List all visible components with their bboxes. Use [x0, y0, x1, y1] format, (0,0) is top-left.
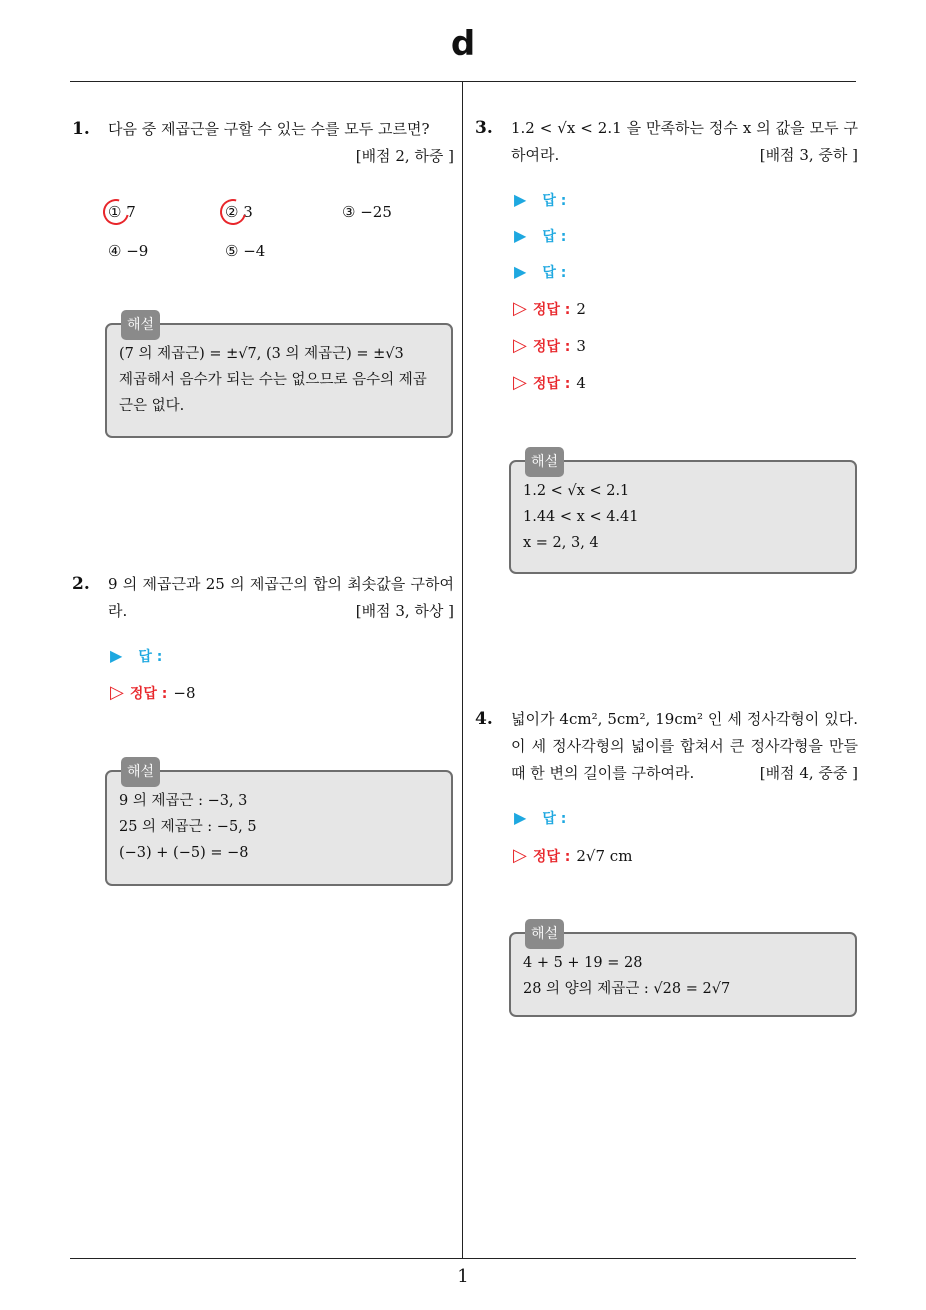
answer-line[interactable]: ▶ 답 : — [514, 808, 567, 827]
correct-answer-value: 2√7 cm — [576, 847, 633, 865]
score-label: [배점 3, 하상 ] — [355, 602, 454, 620]
correct-answer-line: ▷ 정답 : −8 — [110, 682, 196, 703]
play-triangle-icon: ▶ — [514, 808, 527, 827]
play-triangle-icon: ▶ — [110, 646, 123, 665]
page-number: 1 — [457, 1266, 469, 1287]
answer-line[interactable]: ▶ 답 : — [514, 262, 567, 281]
solution-line: 제곱해서 음수가 되는 수는 없으므로 음수의 제곱 — [119, 372, 427, 388]
solution-line: 9 의 제곱근 : −3, 3 — [119, 793, 248, 809]
choice-list — [108, 203, 448, 263]
correct-answer-line: ▷ 정답 : 2√7 cm — [513, 845, 633, 866]
column-divider — [462, 82, 463, 1258]
question-3 — [475, 115, 858, 169]
solution-line: 1.44 < x < 4.41 — [523, 509, 639, 525]
score-label: [배점 3, 중하 ] — [759, 146, 858, 164]
question-text: 넓이가 4cm², 5cm², 19cm² 인 세 정사각형이 있다. 이 세 정사각형의 넓이를 합쳐서 큰 정사각형을 만들 때 한 변의 길이를 구하여라. — [511, 710, 858, 782]
solution-line: 4 + 5 + 19 = 28 — [523, 955, 643, 971]
score-label: [배점 2, 하중 ] — [355, 147, 454, 165]
solution-tag: 해설 — [525, 447, 564, 477]
solution-box — [105, 317, 453, 438]
answer-line[interactable]: ▶ 답 : — [110, 646, 163, 665]
question-text: 다음 중 제곱근을 구할 수 있는 수를 모두 고르면? — [108, 120, 430, 138]
question-4 — [475, 706, 858, 787]
selected-circle-icon — [215, 194, 251, 230]
question-text: 1.2 < √x < 2.1 을 만족하는 정수 x 의 값을 모두 구하여라. — [511, 119, 858, 164]
choice-4[interactable]: ④ −9 — [108, 242, 149, 260]
solution-line: x = 2, 3, 4 — [523, 535, 599, 551]
play-triangle-icon: ▶ — [514, 262, 527, 281]
page-title: d — [450, 24, 476, 64]
correct-answer-value: 3 — [576, 337, 586, 355]
solution-line: 25 의 제곱근 : −5, 5 — [119, 819, 257, 835]
correct-answer-line: ▷ 정답 : 4 — [513, 372, 586, 393]
solution-line: 1.2 < √x < 2.1 — [523, 483, 630, 499]
solution-tag: 해설 — [121, 310, 160, 340]
solution-line: 근은 없다. — [119, 398, 185, 414]
question-number: 3. — [475, 118, 493, 138]
play-triangle-icon: ▶ — [514, 190, 527, 209]
question-number: 2. — [72, 574, 90, 594]
outline-triangle-icon: ▷ — [513, 845, 527, 866]
choice-2[interactable]: ② 3 — [225, 203, 253, 221]
outline-triangle-icon: ▷ — [513, 372, 527, 393]
solution-box — [509, 454, 857, 574]
correct-answer-value: 4 — [576, 374, 586, 392]
solution-line: 28 의 양의 제곱근 : √28 = 2√7 — [523, 981, 731, 997]
solution-box — [105, 764, 453, 886]
outline-triangle-icon: ▷ — [513, 298, 527, 319]
choice-5[interactable]: ⑤ −4 — [225, 242, 266, 260]
outline-triangle-icon: ▷ — [110, 682, 124, 703]
solution-line: (−3) + (−5) = −8 — [119, 845, 249, 861]
correct-answer-value: 2 — [576, 300, 586, 318]
solution-tag: 해설 — [121, 757, 160, 787]
question-2 — [72, 571, 454, 625]
correct-answer-line: ▷ 정답 : 2 — [513, 298, 586, 319]
question-number: 1. — [72, 119, 90, 139]
score-label: [배점 4, 중중 ] — [759, 764, 858, 782]
footer-rule — [70, 1258, 856, 1259]
correct-answer-line: ▷ 정답 : 3 — [513, 335, 586, 356]
correct-answer-value: −8 — [173, 684, 196, 702]
play-triangle-icon: ▶ — [514, 226, 527, 245]
answer-line[interactable]: ▶ 답 : — [514, 190, 567, 209]
solution-line: (7 의 제곱근) = ±√7, (3 의 제곱근) = ±√3 — [119, 346, 404, 362]
question-1 — [72, 116, 454, 170]
choice-1[interactable]: ① 7 — [108, 203, 136, 221]
outline-triangle-icon: ▷ — [513, 335, 527, 356]
answer-line[interactable]: ▶ 답 : — [514, 226, 567, 245]
question-text: 9 의 제곱근과 25 의 제곱근의 합의 최솟값을 구하여라. — [108, 575, 454, 620]
choice-3[interactable]: ③ −25 — [342, 203, 392, 221]
selected-circle-icon — [98, 194, 134, 230]
solution-box — [509, 926, 857, 1017]
solution-tag: 해설 — [525, 919, 564, 949]
question-number: 4. — [475, 709, 493, 729]
header-rule — [70, 81, 856, 82]
